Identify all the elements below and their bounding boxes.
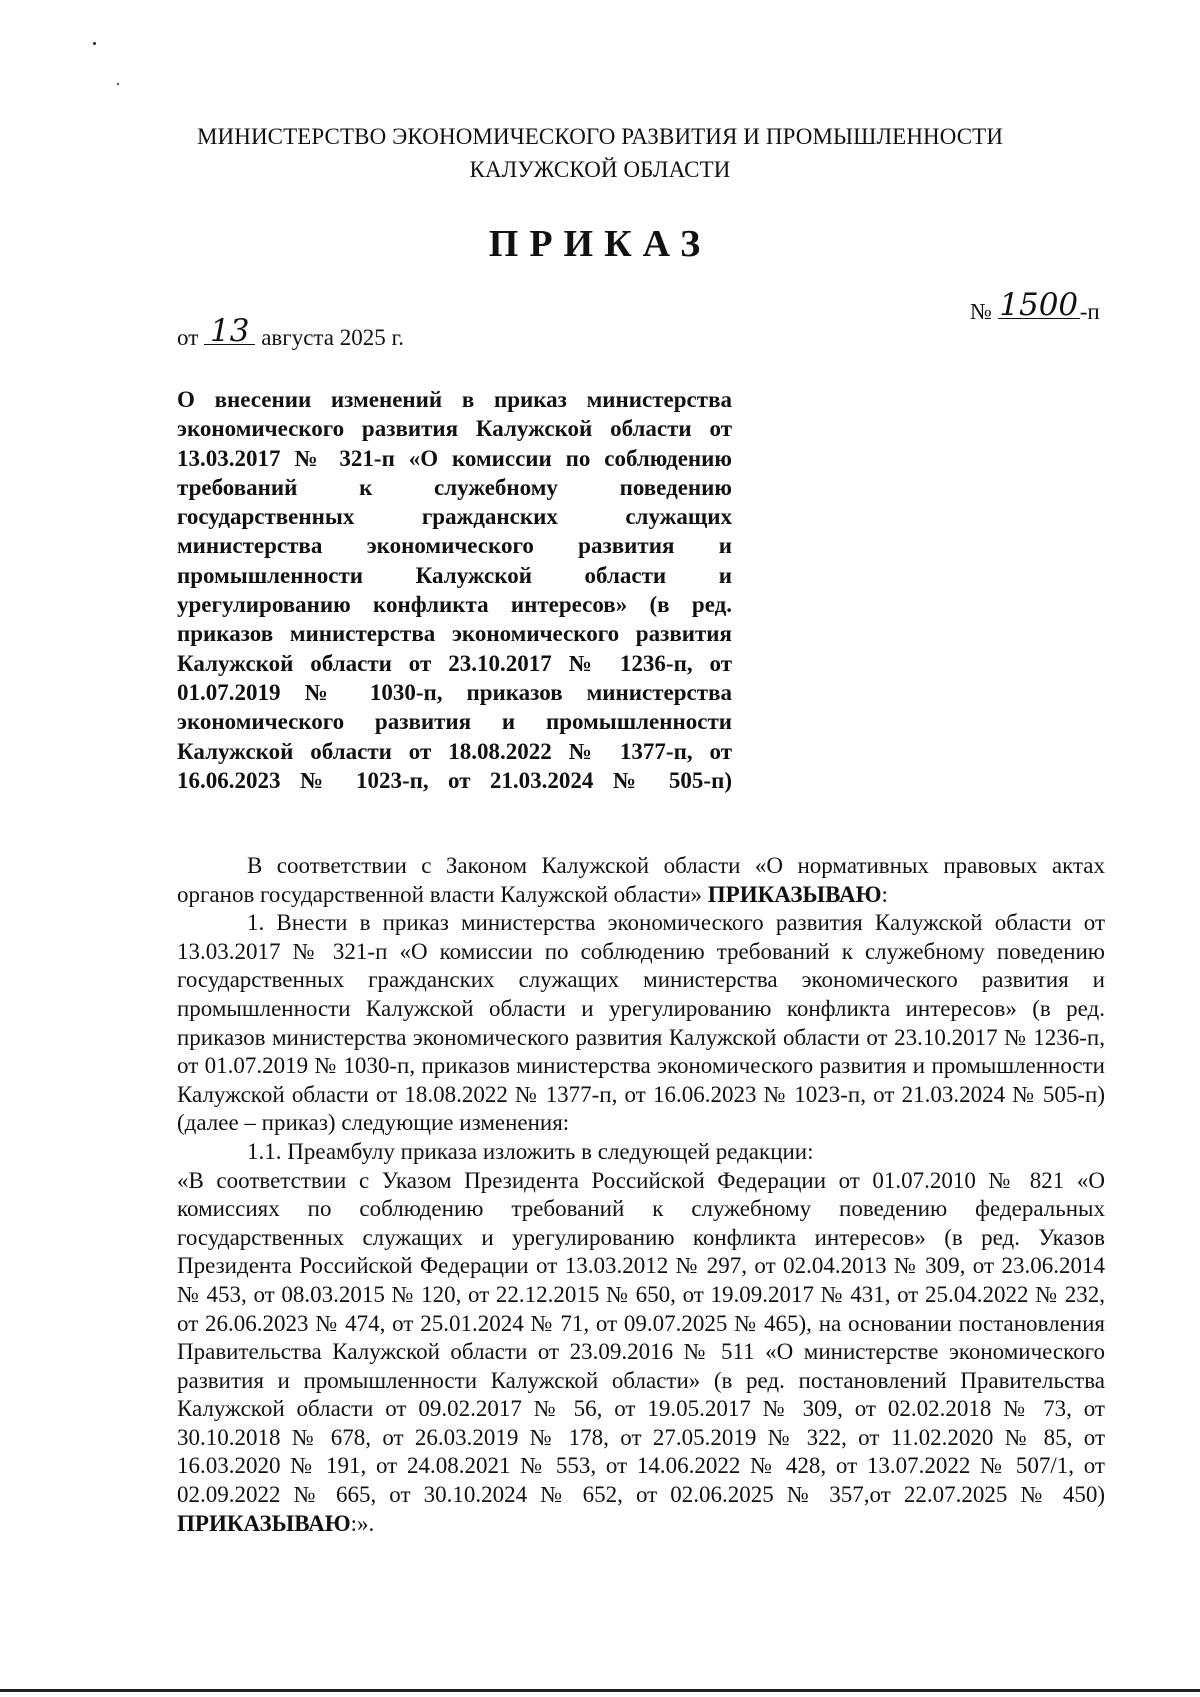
order-number-handwritten: 1500 <box>999 287 1079 323</box>
ministry-header <box>0 120 1200 186</box>
order-date <box>177 313 405 351</box>
body-text: В соответствии с Законом Калужской области «О нормативных правовых актах органов государственной власти Калужской области» <box>177 853 1105 907</box>
order-subject: О внесении изменений в приказ министерства экономического развития Калужской области от 13.03.2017 № 321-п «О комиссии по соблюдению требований к служебному поведению государственных гражданских служащих министерства экономического развития и промышленности Калужской области и урегулированию конфликта интересов» (в ред. приказов министерства экономического развития Калужской области от 23.10.2017 № 1236-п, от 01.07.2019 № 1030-п, приказов министерства экономического развития и промышленности Калужской области от 18.08.2022 № 1377-п, от 16.06.2023 № 1023-п, от 21.03.2024 № 505-п) <box>177 387 732 793</box>
order-body <box>177 852 1105 1538</box>
date-month-year: августа 2025 г. <box>261 325 405 350</box>
date-day-handwritten: 13 <box>204 318 255 345</box>
ministry-name-line2: КАЛУЖСКОЙ ОБЛАСТИ <box>469 157 731 182</box>
body-text: :». <box>350 1510 375 1536</box>
order-keyword: ПРИКАЗЫВАЮ <box>707 881 882 907</box>
order-keyword: ПРИКАЗЫВАЮ <box>177 1510 351 1536</box>
ministry-name-line1: МИНИСТЕРСТВО ЭКОНОМИЧЕСКОГО РАЗВИТИЯ И ПРОМЫШЛЕННОСТИ <box>196 124 1004 149</box>
scan-speck <box>93 42 96 45</box>
number-prefix: № <box>970 299 992 324</box>
body-paragraph-item-1-1: 1.1. Преамбулу приказа изложить в следующей редакции: <box>247 1138 814 1164</box>
body-text: : <box>881 881 888 907</box>
document-type-title: ПРИКАЗ <box>488 223 712 265</box>
scan-speck <box>117 83 119 85</box>
body-paragraph-item-1: 1. Внести в приказ министерства экономического развития Калужской области от 13.03.2017 № 321-п «О комиссии по соблюдению требований к служебному поведению государственных гражданских служащих министерства экономического развития и промышленности Калужской области и урегулированию конфликта интересов» (в ред. приказов министерства экономического развития Калужской области от 23.10.2017 № 1236-п, от 01.07.2019 № 1030-п, приказов министерства экономического развития и промышленности Калужской области от 18.08.2022 № 1377-п, от 16.06.2023 № 1023-п, от 21.03.2024 № 505-п) (далее – приказ) следующие изменения: <box>177 910 1105 1136</box>
order-number <box>970 287 1100 325</box>
body-paragraph-preamble <box>177 852 1105 909</box>
body-text: «В соответствии с Указом Президента Российской Федерации от 01.07.2010 № 821 «О комиссиях по соблюдению требований к служебному поведению федеральных государственных служащих и урегулированию конфликта интересов» (в ред. Указов Президента Российской Федерации от 13.03.2012 № 297, от 02.04.2013 № 309, от 23.06.2014 № 453, от 08.03.2015 № 120, от 22.12.2015 № 650, от 19.09.2017 № 431, от 25.04.2022 № 232, от 26.06.2023 № 474, от 25.01.2024 № 71, от 09.07.2025 № 465), на основании постановления Правительства Калужской области от 23.09.2016 № 511 «О министерстве экономического развития и промышленности Калужской области» (в ред. постановлений Правительства Калужской области от 09.02.2017 № 56, от 19.05.2017 № 309, от 02.02.2018 № 73, от 30.10.2018 № 678, от 26.03.2019 № 178, от 27.05.2019 № 322, от 11.02.2020 № 85, от 16.03.2020 № 191, от 24.08.2021 № 553, от 14.06.2022 № 428, от 13.07.2022 № 507/1, от 02.09.2022 № 665, от 30.10.2024 № 652, от 02.06.2025 № 357,от 22.07.2025 № 450) <box>177 1167 1105 1508</box>
scan-edge-rule <box>0 1689 1200 1692</box>
number-suffix: -п <box>1079 299 1100 324</box>
date-prefix: от <box>177 325 199 350</box>
body-paragraph-new-preamble <box>177 1167 1105 1539</box>
